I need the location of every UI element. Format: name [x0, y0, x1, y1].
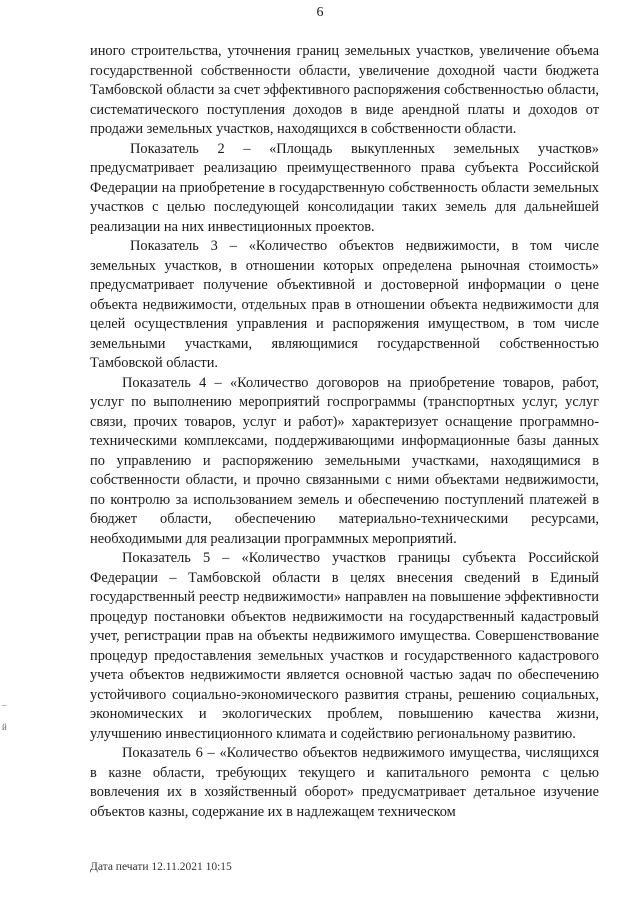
paragraph-continuation: иного строительства, уточнения границ земельных участков, увеличение объема государственной собственности области, увеличение доходной части бюджета Тамбовской области за счет эффективного распоряжения собственностью области, систематического поступления доходов в виде арендной платы и доходов от продажи земельных участков, находящихся в собственности области. — [90, 43, 599, 137]
paragraph-indicator-3: Показатель 3 – «Количество объектов недвижимости, в том числе земельных участков, в отношении которых определена рыночная стоимость» предусматривает получение объективной и достоверной информации о цене объекта недвижимости, отдельных прав в отношении объекта недвижимости для целей осуществления управления и распоряжения имуществом, в том числе земельными участками, являющимися государственной собственностью Тамбовской области. — [90, 238, 599, 371]
paragraph-indicator-2: Показатель 2 – «Площадь выкупленных земельных участков» предусматривает реализацию преимущественного права субъекта Российской Федерации на приобретение в государственную собственность области земельных участков с целью последующей консолидации таких земель для дальнейшей реализации на них инвестиционных проектов. — [90, 140, 599, 235]
paragraph-indicator-4: Показатель 4 – «Количество договоров на приобретение товаров, работ, услуг по выполнению мероприятий госпрограммы (транспортных услуг, услуг связи, прочих товаров, услуг и работ)» характеризует оснащение программно-техническими комплексами, поддерживающими информационные базы данных по управлению и распоряжению земельными участками, находящимися в собственности области, и прочно связанными с ними объектами недвижимости, по контролю за использованием земель и обеспечению поступлений платежей в бюджет области, обеспечению материально-техническими ресурсами, необходимыми для реализации программных мероприятий. — [90, 374, 599, 547]
page-number: 6 — [316, 5, 324, 20]
margin-scan-mark: й — [2, 722, 7, 732]
document-body — [90, 42, 599, 822]
paragraph-indicator-5: Показатель 5 – «Количество участков границы субъекта Российской Федерации – Тамбовской области в целях внесения сведений в Единый государственный реестр недвижимости» направлен на повышение эффективности процедур постановки объектов недвижимости на государственный кадастровый учет, регистрации прав на объекты недвижимого имущества. Совершенствование процедур предоставления земельных участков и государственного кадастрового учета объектов недвижимости является основной частью задач по обеспечению устойчивого социально-экономического развития страны, решению социальных, экономических и экологических проблем, повышению качества жизни, улучшению инвестиционного климата и содействию региональному развитию. — [90, 550, 599, 742]
margin-scan-mark: – — [2, 700, 7, 710]
print-date-footer: Дата печати 12.11.2021 10:15 — [90, 861, 232, 873]
paragraph-indicator-6: Показатель 6 – «Количество объектов недвижимого имущества, числящихся в казне области, требующих текущего и капитального ремонта с целью вовлечения их в хозяйственный оборот» предусматривает детальное изучение объектов казны, содержание их в надлежащем техническом — [90, 745, 599, 820]
